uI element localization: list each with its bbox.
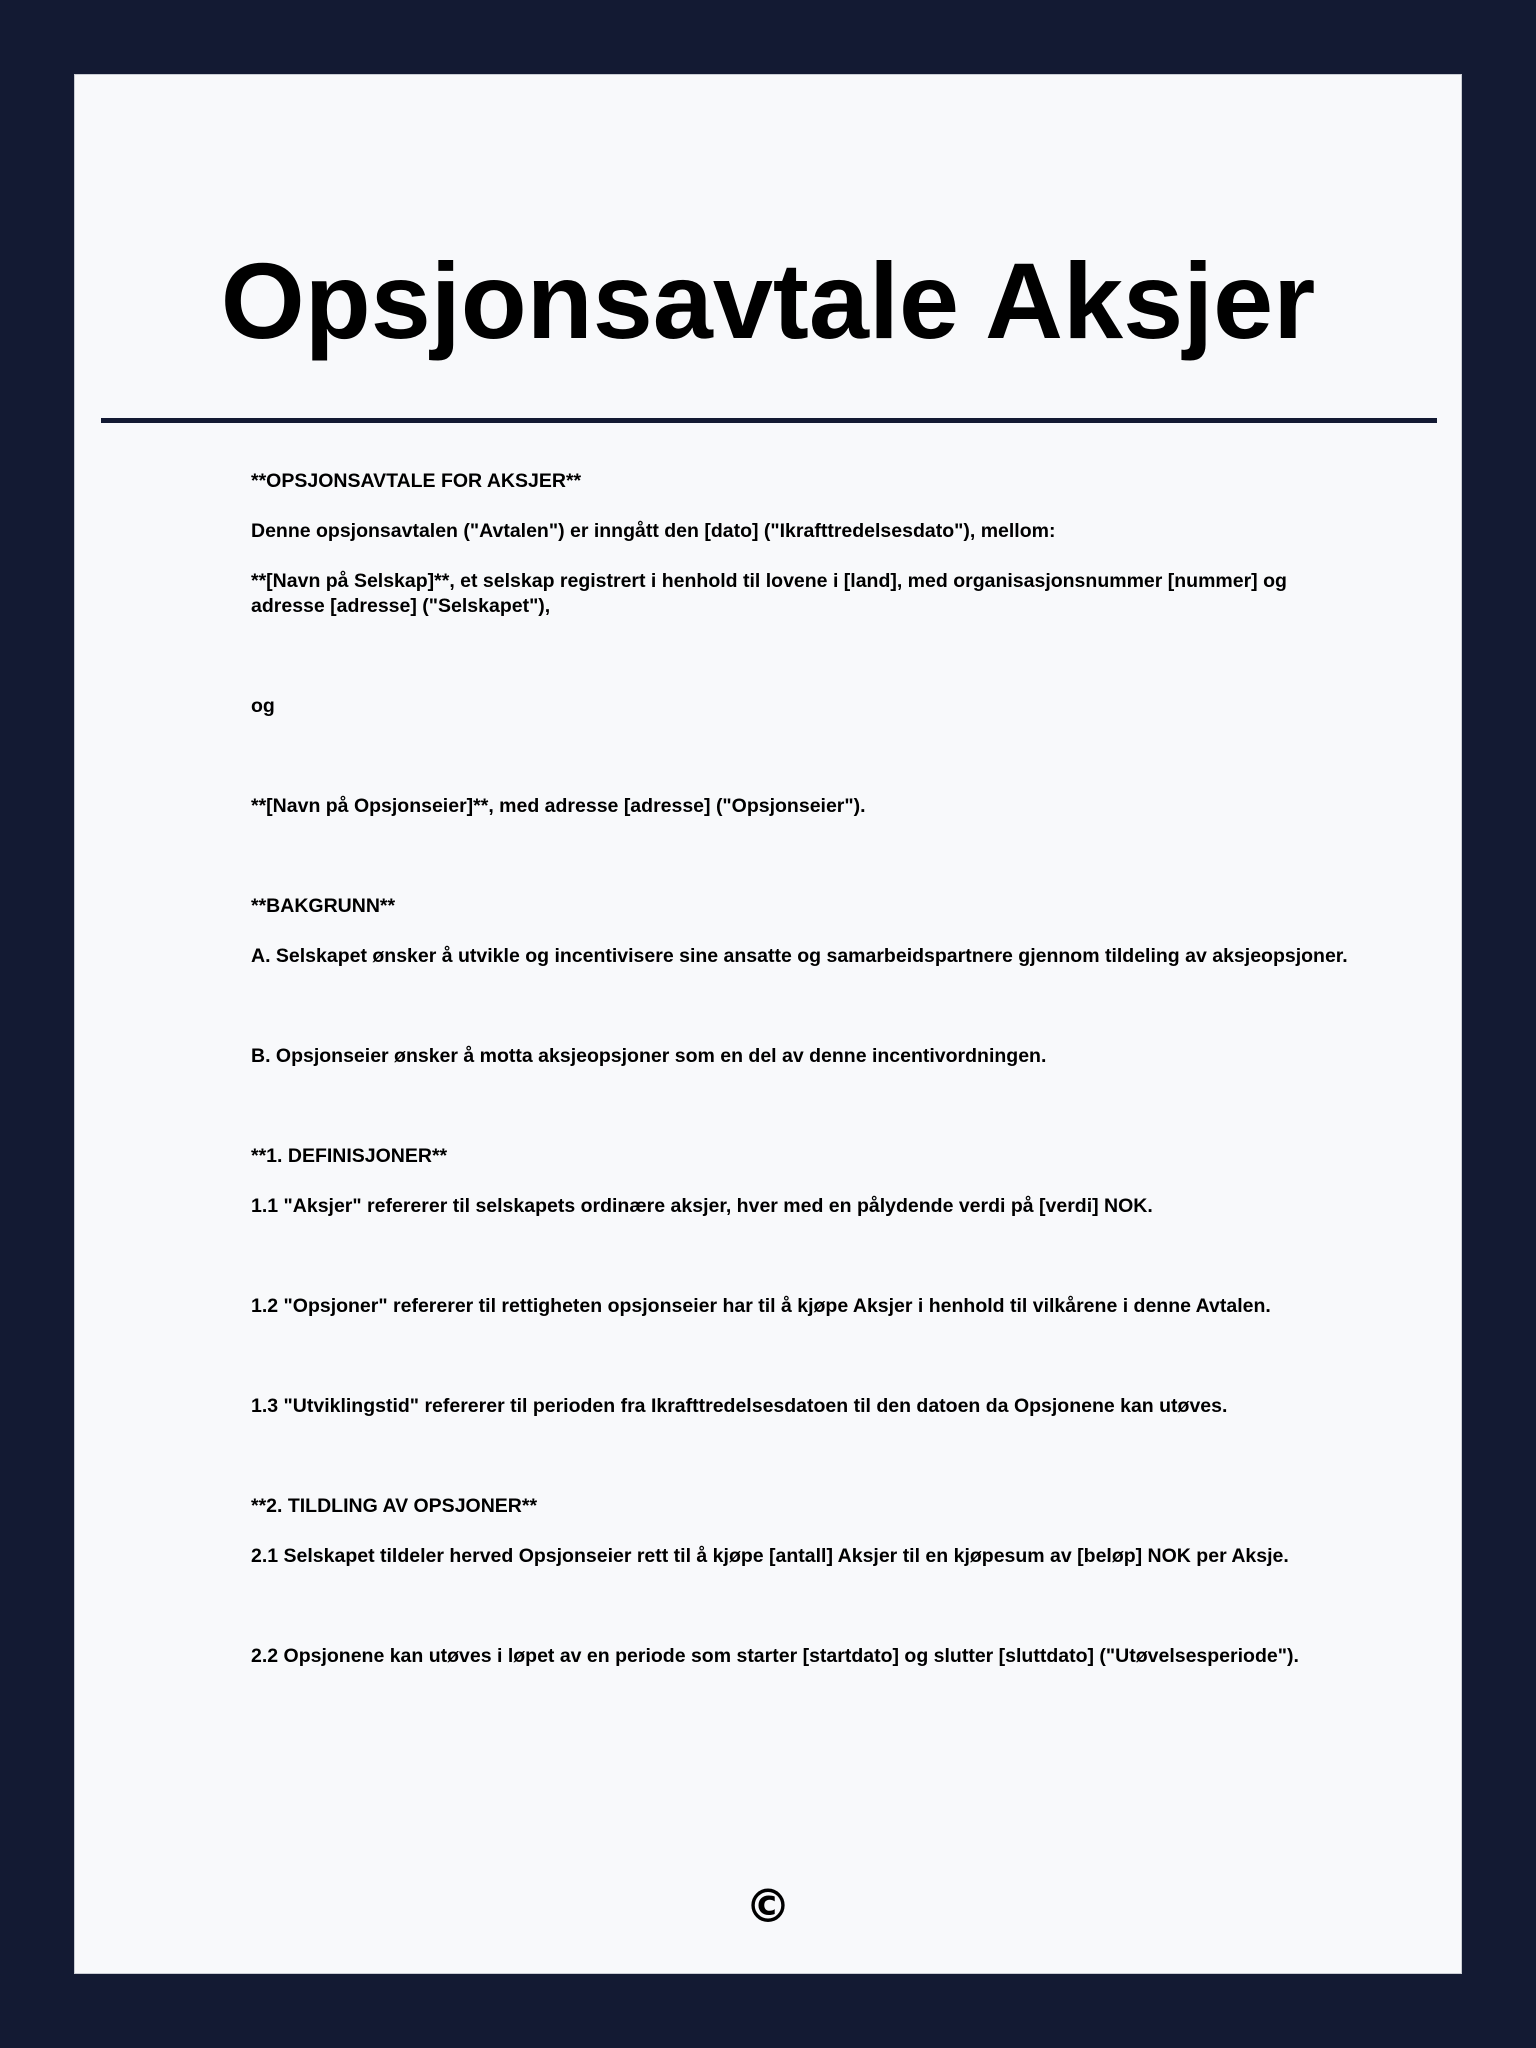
background-clause-b: B. Opsjonseier ønsker å motta aksjeopsjoner som en del av denne incentivordningen. xyxy=(251,1045,1047,1067)
document-title: Opsjonsavtale Aksjer xyxy=(220,240,1316,361)
grant-clause-2-2: 2.2 Opsjonene kan utøves i løpet av en periode som starter [startdato] og slutter [sluttdato] ("Utøvelsesperiode"). xyxy=(251,1645,1299,1667)
definition-1-3: 1.3 "Utviklingstid" refererer til perioden fra Ikrafttredelsesdatoen til den datoen da Opsjonene kan utøves. xyxy=(251,1395,1228,1417)
copyright-icon: © xyxy=(745,1879,791,1933)
intro-paragraph: Denne opsjonsavtalen ("Avtalen") er inngått den [dato] ("Ikrafttredelsesdato"), mellom: xyxy=(251,520,1056,542)
definitions-heading: **1. DEFINISJONER** xyxy=(251,1145,448,1167)
document-body xyxy=(251,469,1351,1669)
option-holder-party-paragraph: **[Navn på Opsjonseier]**, med adresse [adresse] ("Opsjonseier"). xyxy=(251,795,866,817)
background-heading: **BAKGRUNN** xyxy=(251,895,396,917)
company-party-paragraph: **[Navn på Selskap]**, et selskap registrert i henhold til lovene i [land], med organisasjonsnummer [nummer] og adresse [adresse] ("Selskapet"), xyxy=(251,570,1287,617)
grant-clause-2-1: 2.1 Selskapet tildeler herved Opsjonseier rett til å kjøpe [antall] Aksjer til en kjøpesum av [beløp] NOK per Aksje. xyxy=(251,1545,1289,1567)
title-divider xyxy=(101,418,1437,423)
grant-heading: **2. TILDLING AV OPSJONER** xyxy=(251,1495,538,1517)
agreement-heading: **OPSJONSAVTALE FOR AKSJER** xyxy=(251,470,582,492)
and-paragraph: og xyxy=(251,695,275,717)
document-page xyxy=(74,74,1462,1974)
background-clause-a: A. Selskapet ønsker å utvikle og incentivisere sine ansatte og samarbeidspartnere gjennom tildeling av aksjeopsjoner. xyxy=(251,945,1348,967)
definition-1-2: 1.2 "Opsjoner" refererer til rettigheten opsjonseier har til å kjøpe Aksjer i henhold til vilkårene i denne Avtalen. xyxy=(251,1295,1271,1317)
definition-1-1: 1.1 "Aksjer" refererer til selskapets ordinære aksjer, hver med en pålydende verdi på [verdi] NOK. xyxy=(251,1195,1153,1217)
